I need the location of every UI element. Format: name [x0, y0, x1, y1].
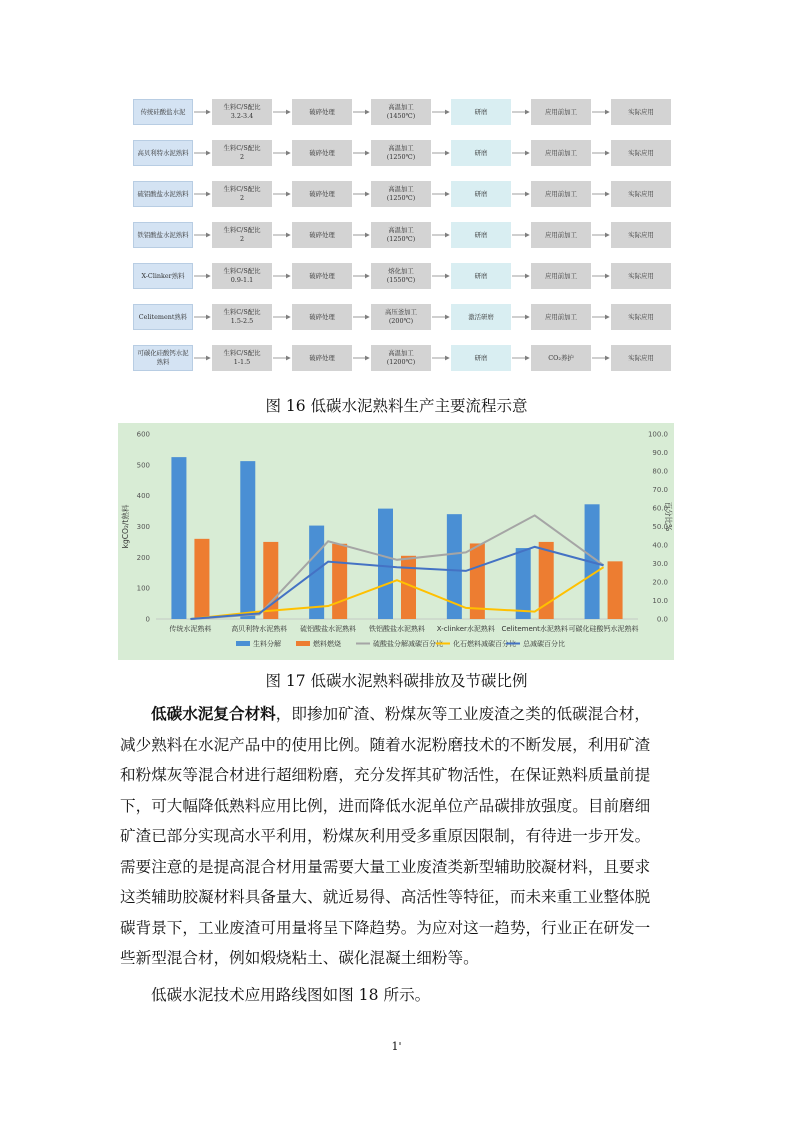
flow-node: 熔化加工 (1550℃): [371, 263, 431, 289]
flow-node: 实际应用: [611, 345, 671, 371]
flow-node: 应用前加工: [531, 304, 591, 330]
y2-tick-label: 10.0: [652, 597, 668, 605]
page-number: 1': [391, 1040, 402, 1053]
flow-node: 研磨: [451, 345, 511, 371]
paragraph-1-line-6: 这类辅助胶凝材料具备量大、就近易得、高活性等特征，而未来重工业整体脱: [120, 888, 651, 906]
chart-svg: [118, 423, 674, 660]
flow-node: X-Clinker熟料: [133, 263, 193, 289]
flow-node: 破碎处理: [292, 140, 352, 166]
bar-raw-decomposition: [240, 461, 255, 619]
flow-node: 破碎处理: [292, 222, 352, 248]
legend-label: 生料分解: [253, 640, 281, 648]
flow-node: 生料C/S配比 0.9-1.1: [212, 263, 272, 289]
flow-node: 可碳化硅酸钙水泥熟料: [133, 345, 193, 371]
x-tick-label: Celitement水泥熟料: [501, 625, 568, 633]
x-tick-label: X-clinker水泥熟料: [436, 625, 495, 633]
paragraph-1-lead: 低碳水泥复合材料: [151, 704, 276, 723]
flow-node: 应用前加工: [531, 181, 591, 207]
flow-node: 生料C/S配比 1-1.5: [212, 345, 272, 371]
flow-node: 高贝利特水泥熟料: [133, 140, 193, 166]
paragraph-1-line-8: 些新型混合材，例如煅烧粘土、碳化混凝土细粉等。: [120, 949, 479, 967]
paragraph-1-line-4: 矿渣已部分实现高水平利用，粉煤灰利用受多重原因限制，有待进一步开发。: [120, 827, 651, 845]
flow-node: 生料C/S配比 2: [212, 222, 272, 248]
y-axis-title: kgCO₂/t熟料: [121, 504, 130, 549]
y-tick-label: 300: [136, 523, 150, 531]
flow-node: 实际应用: [611, 304, 671, 330]
flow-node: 实际应用: [611, 140, 671, 166]
y-tick-label: 100: [136, 584, 150, 593]
flow-node: 生料C/S配比 2: [212, 140, 272, 166]
legend-label: 燃料燃烧: [313, 640, 341, 648]
flow-node: 实际应用: [611, 263, 671, 289]
y2-tick-label: 50.0: [652, 523, 668, 531]
flow-node: 研磨: [451, 263, 511, 289]
flow-node: 研磨: [451, 99, 511, 125]
flow-node: 破碎处理: [292, 304, 352, 330]
flow-node: 破碎处理: [292, 181, 352, 207]
flow-node: 应用前加工: [531, 140, 591, 166]
bar-fuel-combustion: [194, 539, 209, 619]
flow-node: CO₂养护: [531, 345, 591, 371]
flow-node: 高温加工 (1250℃): [371, 181, 431, 207]
y2-tick-label: 80.0: [652, 467, 668, 476]
y2-axis-title: 百分比%: [664, 501, 673, 532]
flow-node: 研磨: [451, 140, 511, 166]
x-tick-label: 硫铝酸盐水泥熟料: [300, 625, 357, 633]
flow-node: 实际应用: [611, 222, 671, 248]
flow-node: 应用前加工: [531, 222, 591, 248]
paragraph-1-line-2: 和粉煤灰等混合材进行超细粉磨，充分发挥其矿物活性，在保证熟料质量前提: [120, 766, 651, 784]
legend-label: 化石燃料减碳百分比: [453, 640, 516, 648]
flow-node: 实际应用: [611, 99, 671, 125]
flow-node: 破碎处理: [292, 99, 352, 125]
flow-node: Celitement熟料: [133, 304, 193, 330]
flow-node: 破碎处理: [292, 345, 352, 371]
x-tick-label: 铁铝酸盐水泥熟料: [369, 625, 425, 633]
flow-node: 生料C/S配比 2: [212, 181, 272, 207]
flow-node: 硫铝酸盐水泥熟料: [133, 181, 193, 207]
bar-fuel-combustion: [608, 561, 623, 619]
paragraph-1-line-5: 需要注意的是提高混合材用量需要大量工业废渣类新型辅助胶凝材料，且要求: [120, 857, 651, 876]
flow-node: 高温加工 (1250℃): [371, 222, 431, 248]
y-tick-label: 0: [145, 615, 150, 624]
flow-node: 高温加工 (1450℃): [371, 99, 431, 125]
flow-node: 传统硅酸盐水泥: [133, 99, 193, 125]
bar-raw-decomposition: [309, 526, 324, 619]
x-tick-label: 高贝利特水泥熟料: [231, 625, 288, 633]
legend-label: 硫酸盐分解减碳百分比: [373, 640, 443, 648]
y-tick-label: 600: [136, 430, 150, 439]
y-tick-label: 400: [136, 492, 150, 501]
paragraph-2: 低碳水泥技术应用路线图如图 18 所示。: [151, 986, 431, 1004]
paragraph-1-line-3: 下，可大幅降低熟料应用比例，进而降低水泥单位产品碳排放强度。目前磨细: [120, 796, 651, 815]
legend-label: 总减碳百分比: [523, 640, 565, 648]
flow-node: 应用前加工: [531, 99, 591, 125]
flow-node: 应用前加工: [531, 263, 591, 289]
y2-tick-label: 90.0: [652, 449, 668, 457]
flow-node: 破碎处理: [292, 263, 352, 289]
y-tick-label: 200: [136, 553, 150, 562]
x-tick-label: 传统水泥熟料: [169, 625, 212, 633]
flow-node: 生料C/S配比 3.2-3.4: [212, 99, 272, 125]
fig16-flowchart: [121, 85, 671, 385]
flow-node: 激活研磨: [451, 304, 511, 330]
bar-fuel-combustion: [332, 544, 347, 619]
flow-node: 研磨: [451, 222, 511, 248]
y2-tick-label: 60.0: [652, 504, 668, 513]
paragraph-1-line-0: [120, 699, 676, 730]
bar-raw-decomposition: [378, 509, 393, 619]
fig17-chart: [118, 423, 674, 660]
bar-raw-decomposition: [516, 548, 531, 619]
paragraph-1-line-1: 减少熟料在水泥产品中的使用比例。随着水泥粉磨技术的不断发展，利用矿渣: [120, 735, 651, 754]
flow-node: 铁铝酸盐水泥熟料: [133, 222, 193, 248]
paragraph-1-line-7: 碳背景下，工业废渣可用量将呈下降趋势。为应对这一趋势，行业正在研发一: [120, 918, 651, 937]
y2-tick-label: 30.0: [652, 560, 668, 568]
x-tick-label: 可碳化硅酸钙水泥熟料: [568, 625, 639, 633]
flow-node: 高压釜加工 (200℃): [371, 304, 431, 330]
bar-raw-decomposition: [171, 457, 186, 619]
y2-tick-label: 20.0: [652, 578, 668, 587]
y2-tick-label: 40.0: [652, 541, 668, 550]
legend-swatch: [296, 641, 310, 646]
paragraph-1: [120, 699, 676, 974]
fig17-caption: 图 17 低碳水泥熟料碳排放及节碳比例: [265, 672, 528, 690]
y-tick-label: 500: [136, 461, 150, 470]
y2-tick-label: 70.0: [652, 486, 668, 494]
flow-node: 高温加工 (1250℃): [371, 140, 431, 166]
flow-node: 实际应用: [611, 181, 671, 207]
y2-tick-label: 100.0: [647, 430, 668, 439]
flow-node: 研磨: [451, 181, 511, 207]
paragraph-1-line-0-rest: ，即掺加矿渣、粉煤灰等工业废渣之类的低碳混合材，: [275, 705, 651, 723]
flow-node: 生料C/S配比 1.5-2.5: [212, 304, 272, 330]
y2-tick-label: 0.0: [656, 615, 668, 624]
legend-swatch: [236, 641, 250, 646]
fig16-caption: 图 16 低碳水泥熟料生产主要流程示意: [265, 397, 528, 415]
flow-node: 高温加工 (1200℃): [371, 345, 431, 371]
